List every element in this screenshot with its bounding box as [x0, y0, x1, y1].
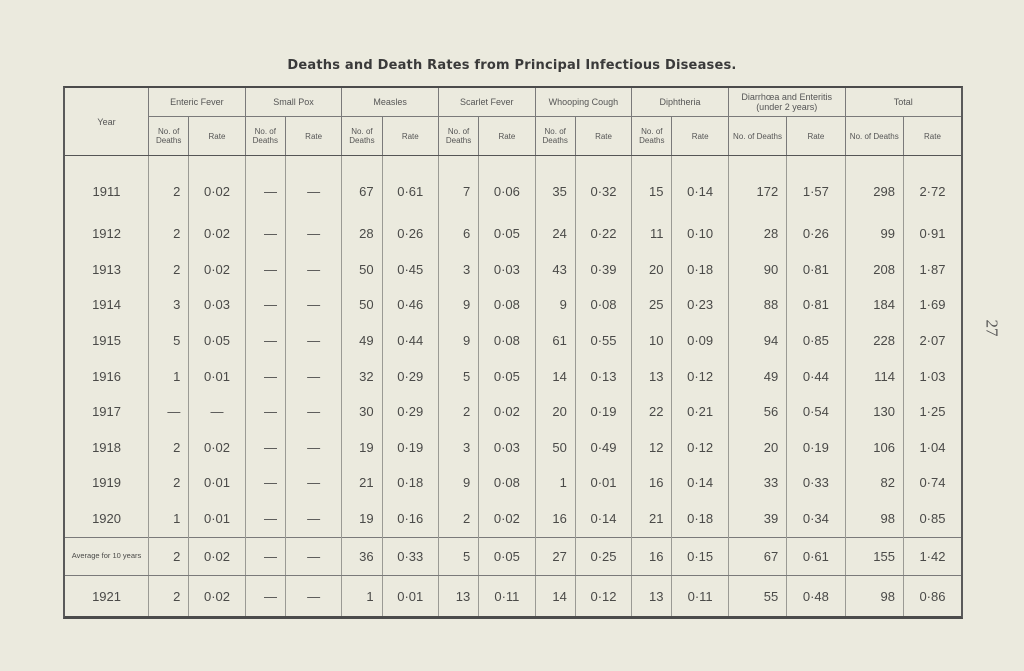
rate-cell: 0·01	[189, 465, 245, 501]
rate-cell: —	[285, 252, 341, 288]
deaths-cell: 25	[632, 287, 672, 323]
rate-cell: 1·57	[787, 156, 845, 217]
rate-cell: 0·02	[189, 156, 245, 217]
rate-cell: 0·74	[919, 475, 946, 491]
table-row	[65, 465, 961, 501]
deaths-cell: 1	[149, 501, 189, 538]
average-label: Average for 10 years	[65, 537, 149, 575]
rate-cell: 0·11	[479, 576, 535, 617]
rate-cell: —	[285, 429, 341, 465]
deaths-cell: 6	[438, 216, 478, 252]
deaths-cell: 20	[535, 394, 575, 430]
rate-cell: —	[285, 156, 341, 217]
sub-header-deaths: No. of Deaths	[149, 117, 189, 156]
deaths-cell: —	[245, 576, 285, 617]
rate-cell: 0·05	[479, 216, 535, 252]
rate-cell: 0·86	[919, 588, 946, 604]
rate-cell: 0·34	[787, 501, 845, 538]
deaths-cell: 36	[342, 537, 382, 575]
deaths-cell: —	[245, 323, 285, 359]
sub-header-rate: Rate	[672, 117, 728, 156]
deaths-cell: 28	[342, 216, 382, 252]
group-header-smallpox: Small Pox	[245, 88, 342, 117]
deaths-cell: 21	[632, 501, 672, 538]
average-row	[65, 537, 961, 575]
deaths-cell: 21	[342, 465, 382, 501]
rate-cell: 0·12	[575, 576, 631, 617]
rate-cell: 2·72	[919, 183, 946, 199]
rate-cell: 0·02	[479, 394, 535, 430]
sub-header-deaths: No. of Deaths	[438, 117, 478, 156]
year-cell: 1920	[65, 501, 149, 538]
table-row	[65, 394, 961, 430]
rate-cell: 0·08	[575, 287, 631, 323]
rate-cell: 0·03	[479, 252, 535, 288]
deaths-cell: —	[245, 394, 285, 430]
rate-cell: 0·91	[919, 226, 946, 242]
rate-cell: 0·08	[479, 323, 535, 359]
table-row	[65, 358, 961, 394]
sub-header-rate: Rate	[285, 117, 341, 156]
rate-cell: 0·16	[382, 501, 438, 538]
deaths-cell: 1	[535, 465, 575, 501]
deaths-cell: 61	[535, 323, 575, 359]
rate-cell: 0·19	[382, 429, 438, 465]
deaths-cell: 3	[149, 287, 189, 323]
year-cell: 1913	[65, 252, 149, 288]
rate-cell: 1·25	[919, 404, 946, 420]
year-cell: 1915	[65, 323, 149, 359]
group-header-measles: Measles	[342, 88, 439, 117]
sub-header-rate: Rate	[479, 117, 535, 156]
year-cell: 1918	[65, 429, 149, 465]
deaths-cell: 50	[342, 252, 382, 288]
year-cell: 1921	[65, 576, 149, 617]
deaths-cell: 13	[632, 576, 672, 617]
rate-cell: 0·85	[919, 511, 946, 527]
deaths-cell: 13	[438, 576, 478, 617]
deaths-cell: 10	[632, 323, 672, 359]
deaths-cell: 9	[535, 287, 575, 323]
page-number: 27	[982, 319, 1002, 337]
rate-cell: 0·46	[382, 287, 438, 323]
deaths-cell: 2	[149, 537, 189, 575]
deaths-cell: 1	[149, 358, 189, 394]
rate-cell: 0·02	[189, 537, 245, 575]
deaths-cell: 9	[438, 465, 478, 501]
group-header-total: Total	[845, 88, 961, 117]
deaths-cell: 130	[845, 394, 903, 430]
table-row	[65, 323, 961, 359]
sub-header-deaths: No. of Deaths	[632, 117, 672, 156]
deaths-cell: 2	[149, 252, 189, 288]
rate-cell: 0·61	[787, 537, 845, 575]
rate-cell: 0·09	[672, 323, 728, 359]
deaths-cell: —	[245, 287, 285, 323]
deaths-cell: —	[245, 156, 285, 217]
table-row	[65, 287, 961, 323]
deaths-cell: —	[245, 216, 285, 252]
deaths-cell: 49	[342, 323, 382, 359]
rate-cell: 1·42	[903, 537, 961, 575]
deaths-cell: 2	[149, 576, 189, 617]
sub-header-rate: Rate	[575, 117, 631, 156]
deaths-cell: 55	[728, 576, 786, 617]
rate-cell: 0·05	[479, 358, 535, 394]
rate-cell: 0·45	[382, 252, 438, 288]
sub-header-rate: Rate	[382, 117, 438, 156]
rate-cell: 0·13	[575, 358, 631, 394]
group-header-scarlet: Scarlet Fever	[438, 88, 535, 117]
deaths-cell: 3	[438, 429, 478, 465]
year-cell: 1912	[65, 216, 149, 252]
rate-cell: 0·02	[189, 576, 245, 617]
rate-cell: —	[285, 216, 341, 252]
rate-cell: 0·25	[575, 537, 631, 575]
deaths-cell: 19	[342, 501, 382, 538]
deaths-cell: 33	[728, 465, 786, 501]
rate-cell: 0·49	[575, 429, 631, 465]
deaths-cell: 16	[632, 465, 672, 501]
rate-cell: 0·29	[382, 358, 438, 394]
sub-header-deaths: No. of Deaths	[245, 117, 285, 156]
rate-cell: —	[285, 358, 341, 394]
deaths-cell: 39	[728, 501, 786, 538]
table-row	[65, 252, 961, 288]
data-table	[65, 88, 961, 616]
rate-cell: 0·32	[575, 156, 631, 217]
rate-cell: 0·29	[382, 394, 438, 430]
deaths-cell: 172	[728, 156, 786, 217]
deaths-cell: 30	[342, 394, 382, 430]
rate-cell: 0·33	[382, 537, 438, 575]
rate-cell: 2·07	[919, 333, 946, 349]
deaths-cell: 98	[845, 501, 903, 538]
deaths-cell: 298	[845, 156, 903, 217]
rate-cell: 0·01	[382, 576, 438, 617]
deaths-cell: 90	[728, 252, 786, 288]
rate-cell: 0·23	[672, 287, 728, 323]
deaths-cell: 43	[535, 252, 575, 288]
rate-cell: —	[285, 501, 341, 538]
rate-cell: 0·19	[575, 394, 631, 430]
year-cell: 1916	[65, 358, 149, 394]
sub-header-rate: Rate	[903, 117, 961, 156]
rate-cell: 0·22	[575, 216, 631, 252]
deaths-cell: 32	[342, 358, 382, 394]
rate-cell: 0·06	[479, 156, 535, 217]
rate-cell: 0·08	[479, 287, 535, 323]
deaths-cell: 67	[342, 156, 382, 217]
rate-cell: 0·81	[787, 287, 845, 323]
deaths-cell: 9	[438, 323, 478, 359]
sub-header-deaths: No. of Deaths	[342, 117, 382, 156]
rate-cell: 1·69	[919, 297, 946, 313]
table-row	[65, 501, 961, 538]
table-row	[65, 216, 961, 252]
rate-cell: 0·11	[672, 576, 728, 617]
deaths-cell: 35	[535, 156, 575, 217]
infectious-diseases-table	[63, 86, 963, 619]
deaths-cell: —	[245, 537, 285, 575]
deaths-cell: —	[245, 252, 285, 288]
year-cell: 1914	[65, 287, 149, 323]
deaths-cell: 16	[535, 501, 575, 538]
rate-cell: 0·02	[189, 252, 245, 288]
deaths-cell: —	[245, 429, 285, 465]
deaths-cell: 88	[728, 287, 786, 323]
rate-cell: 0·01	[189, 501, 245, 538]
rate-cell: —	[285, 576, 341, 617]
rate-cell: 0·33	[787, 465, 845, 501]
rate-cell: 0·05	[189, 323, 245, 359]
rate-cell: —	[285, 537, 341, 575]
deaths-cell: 50	[342, 287, 382, 323]
deaths-cell: 15	[632, 156, 672, 217]
rate-cell: 1·87	[919, 261, 946, 277]
deaths-cell: 2	[149, 429, 189, 465]
rate-cell: 0·12	[672, 429, 728, 465]
deaths-cell: 67	[728, 537, 786, 575]
rate-cell: —	[285, 323, 341, 359]
year-cell: 1919	[65, 465, 149, 501]
deaths-cell: 98	[845, 576, 903, 617]
deaths-cell: 82	[845, 465, 903, 501]
rate-cell: 0·18	[672, 501, 728, 538]
rate-cell: 0·02	[189, 429, 245, 465]
deaths-cell: 24	[535, 216, 575, 252]
year-cell: 1911	[65, 156, 149, 217]
rate-cell: 1·04	[919, 439, 946, 455]
rate-cell: 0·14	[575, 501, 631, 538]
sub-header-deaths: No. of Deaths	[728, 117, 786, 156]
rate-cell: —	[189, 394, 245, 430]
rate-cell: —	[285, 394, 341, 430]
rate-cell: —	[285, 287, 341, 323]
deaths-cell: 22	[632, 394, 672, 430]
year-column-header: Year	[65, 88, 149, 156]
rate-cell: 0·02	[479, 501, 535, 538]
deaths-cell: 155	[845, 537, 903, 575]
deaths-cell: 2	[438, 394, 478, 430]
group-header-whooping: Whooping Cough	[535, 88, 632, 117]
rate-cell: 0·26	[382, 216, 438, 252]
rate-cell: 0·85	[787, 323, 845, 359]
deaths-cell: 11	[632, 216, 672, 252]
rate-cell: 0·39	[575, 252, 631, 288]
deaths-cell: —	[245, 358, 285, 394]
sub-header-deaths: No. of Deaths	[535, 117, 575, 156]
year-cell: 1917	[65, 394, 149, 430]
deaths-cell: 1	[342, 576, 382, 617]
rate-cell: 0·02	[189, 216, 245, 252]
deaths-cell: 14	[535, 576, 575, 617]
deaths-cell: 14	[535, 358, 575, 394]
rate-cell: 1·03	[919, 368, 946, 384]
deaths-cell: 2	[149, 156, 189, 217]
deaths-cell: 9	[438, 287, 478, 323]
deaths-cell: 50	[535, 429, 575, 465]
table-row	[65, 156, 961, 217]
rate-cell: 0·12	[672, 358, 728, 394]
rate-cell: 0·05	[479, 537, 535, 575]
deaths-cell: 16	[632, 537, 672, 575]
deaths-cell: 27	[535, 537, 575, 575]
deaths-cell: —	[245, 465, 285, 501]
rate-cell: 0·55	[575, 323, 631, 359]
rate-cell: 0·08	[479, 465, 535, 501]
deaths-cell: 5	[438, 358, 478, 394]
deaths-cell: 228	[845, 323, 903, 359]
deaths-cell: 106	[845, 429, 903, 465]
rate-cell: 0·61	[382, 156, 438, 217]
rate-cell: 0·10	[672, 216, 728, 252]
deaths-cell: 19	[342, 429, 382, 465]
deaths-cell: 2	[438, 501, 478, 538]
table-body	[65, 156, 961, 617]
rate-cell: 0·81	[787, 252, 845, 288]
deaths-cell: 13	[632, 358, 672, 394]
rate-cell: 0·01	[575, 465, 631, 501]
rate-cell: 0·18	[382, 465, 438, 501]
deaths-cell: 94	[728, 323, 786, 359]
deaths-cell: 12	[632, 429, 672, 465]
deaths-cell: —	[149, 394, 189, 430]
rate-cell: 0·18	[672, 252, 728, 288]
deaths-cell: 20	[632, 252, 672, 288]
rate-cell: 0·03	[189, 287, 245, 323]
deaths-cell: 2	[149, 216, 189, 252]
rate-cell: 0·26	[787, 216, 845, 252]
group-header-enteric: Enteric Fever	[149, 88, 246, 117]
deaths-cell: 56	[728, 394, 786, 430]
rate-cell: 0·14	[672, 465, 728, 501]
header-sub-row	[65, 117, 961, 156]
group-header-diarrhoea: Diarrhœa and Enteritis (under 2 years)	[728, 88, 845, 117]
rate-cell: 0·44	[382, 323, 438, 359]
deaths-cell: 5	[149, 323, 189, 359]
rate-cell: 0·21	[672, 394, 728, 430]
deaths-cell: 49	[728, 358, 786, 394]
rate-cell: 0·54	[787, 394, 845, 430]
deaths-cell: 208	[845, 252, 903, 288]
deaths-cell: 28	[728, 216, 786, 252]
deaths-cell: 184	[845, 287, 903, 323]
sub-header-deaths: No. of Deaths	[845, 117, 903, 156]
sub-header-rate: Rate	[787, 117, 845, 156]
group-header-diphtheria: Diphtheria	[632, 88, 729, 117]
rate-cell: 0·48	[787, 576, 845, 617]
rate-cell: 0·44	[787, 358, 845, 394]
rate-cell: 0·15	[672, 537, 728, 575]
rate-cell: 0·03	[479, 429, 535, 465]
deaths-cell: 114	[845, 358, 903, 394]
deaths-cell: 99	[845, 216, 903, 252]
rate-cell: 0·19	[787, 429, 845, 465]
deaths-cell: 7	[438, 156, 478, 217]
deaths-cell: —	[245, 501, 285, 538]
table-row	[65, 429, 961, 465]
header-group-row	[65, 88, 961, 117]
rate-cell: 0·01	[189, 358, 245, 394]
page-title: Deaths and Death Rates from Principal Infectious Diseases.	[287, 58, 737, 73]
deaths-cell: 5	[438, 537, 478, 575]
rate-cell: 0·14	[672, 156, 728, 217]
rate-cell: —	[285, 465, 341, 501]
table-row	[65, 576, 961, 617]
deaths-cell: 20	[728, 429, 786, 465]
deaths-cell: 3	[438, 252, 478, 288]
sub-header-rate: Rate	[189, 117, 245, 156]
deaths-cell: 2	[149, 465, 189, 501]
